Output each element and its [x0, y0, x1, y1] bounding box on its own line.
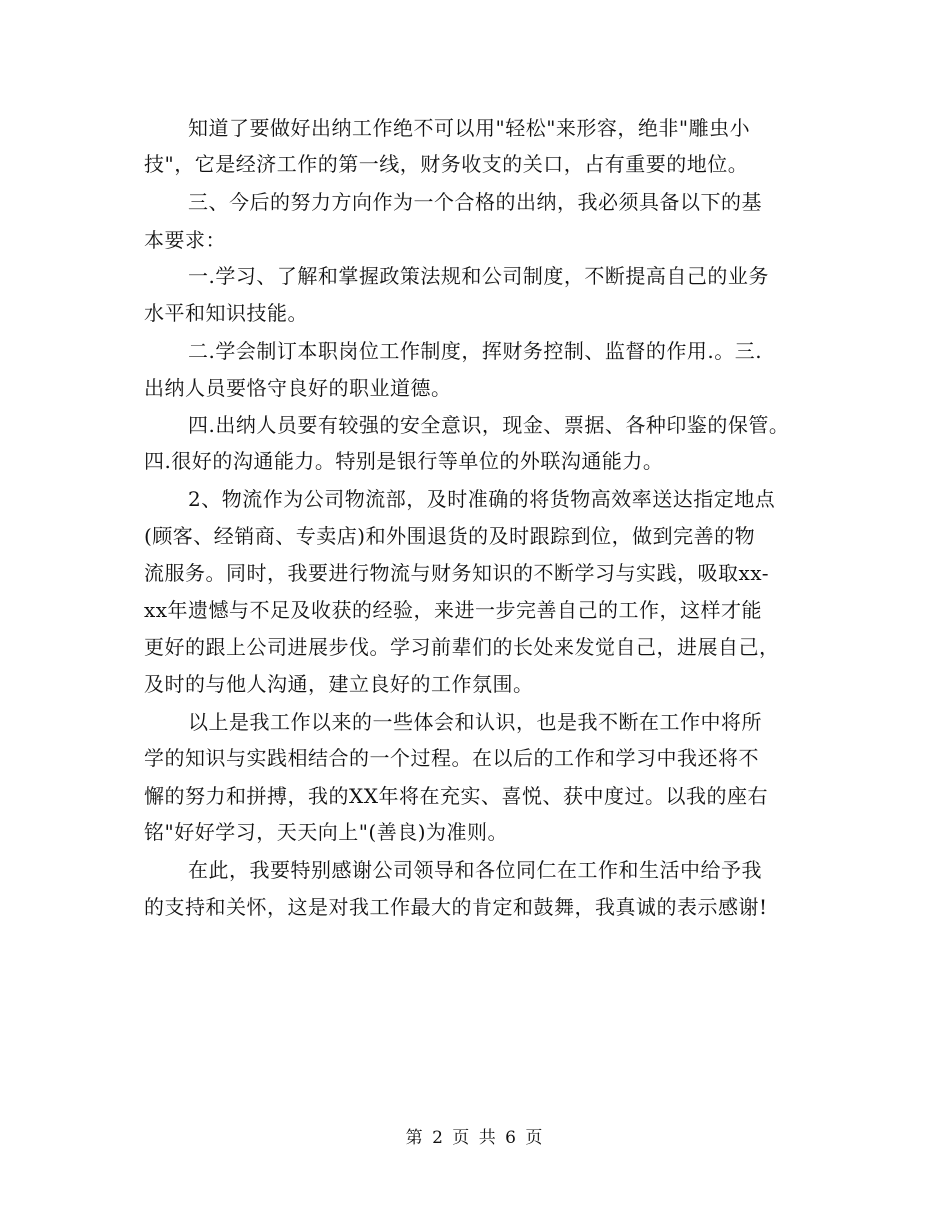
paragraph-line: 学的知识与实践相结合的一个过程。在以后的工作和学习中我还将不 — [144, 746, 759, 770]
paragraph-line: 铭"好好学习，天天向上"(善良)为准则。 — [144, 820, 509, 844]
paragraph-line: 在此，我要特别感谢公司领导和各位同仁在工作和生活中给予我 — [188, 858, 762, 882]
paragraph-line: 二.学会制订本职岗位工作制度，挥财务控制、监督的作用.。三. — [188, 339, 763, 363]
paragraph-line: 的支持和关怀，这是对我工作最大的肯定和鼓舞，我真诚的表示感谢! — [144, 895, 768, 919]
paragraph-line: 流服务。同时，我要进行物流与财务知识的不断学习与实践，吸取xx- — [144, 561, 769, 585]
paragraph-line: 一.学习、了解和掌握政策法规和公司制度，不断提高自己的业务 — [188, 264, 769, 288]
paragraph-line: 知道了要做好出纳工作绝不可以用"轻松"来形容，绝非"雕虫小 — [188, 116, 751, 140]
paragraph-line: 三、今后的努力方向作为一个合格的出纳，我必须具备以下的基 — [188, 190, 762, 214]
paragraph-line: 以上是我工作以来的一些体会和认识，也是我不断在工作中将所 — [188, 710, 762, 734]
paragraph-line: 水平和知识技能。 — [144, 301, 308, 325]
paragraph-line: 本要求： — [144, 228, 226, 252]
paragraph-line: 2、物流作为公司物流部，及时准确的将货物高效率送达指定地点 — [188, 487, 776, 511]
paragraph-line: 出纳人员要恪守良好的职业道德。 — [144, 376, 452, 400]
paragraph-line: 更好的跟上公司进展步伐。学习前辈们的长处来发觉自己，进展自己， — [144, 635, 780, 659]
paragraph-line: 及时的与他人沟通，建立良好的工作氛围。 — [144, 672, 534, 696]
paragraph-line: 技"，它是经济工作的第一线，财务收支的关口，占有重要的地位。 — [144, 152, 749, 176]
paragraph-line: 四.出纳人员要有较强的安全意识，现金、票据、各种印鉴的保管。 — [188, 413, 790, 437]
paragraph-line: (顾客、经销商、专卖店)和外围退货的及时跟踪到位，做到完善的物 — [144, 524, 756, 548]
paragraph-line: 四.很好的沟通能力。特别是银行等单位的外联沟通能力。 — [144, 449, 664, 473]
paragraph-line: 懈的努力和拼搏，我的XX年将在充实、喜悦、获中度过。以我的座右 — [144, 784, 768, 808]
paragraph-line: xx年遗憾与不足及收获的经验，来进一步完善自己的工作，这样才能 — [144, 598, 763, 622]
page-number-footer: 第 2 页 共 6 页 — [405, 1128, 545, 1148]
